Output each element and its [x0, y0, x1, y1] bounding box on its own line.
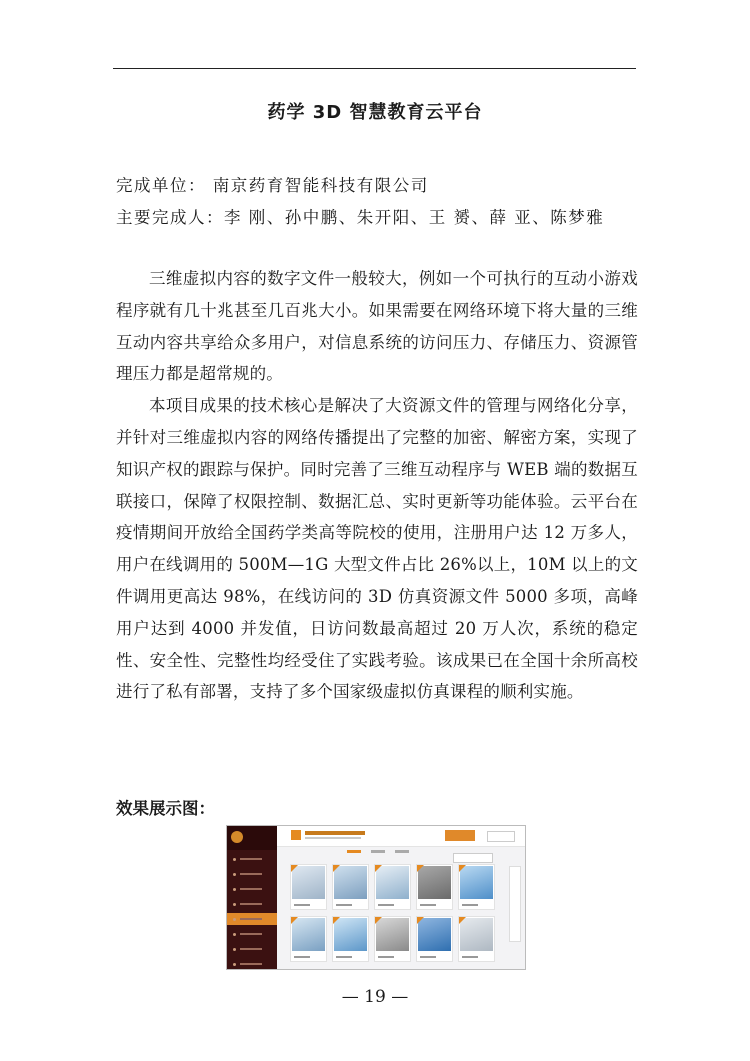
sidebar-item	[227, 883, 277, 895]
document-title: 药学 3D 智慧教育云平台	[267, 102, 483, 123]
completion-unit: 完成单位： 南京药育智能科技有限公司	[116, 176, 429, 195]
resource-grid	[290, 864, 496, 962]
tab-active	[347, 850, 361, 853]
screenshot-right-toolbar	[509, 866, 521, 942]
platform-logo-icon	[291, 830, 301, 840]
tab	[371, 850, 385, 853]
sidebar-item	[227, 853, 277, 865]
resource-card	[290, 916, 327, 962]
search-input	[453, 853, 493, 863]
resource-card	[458, 916, 495, 962]
screenshot-tabs	[347, 850, 409, 853]
platform-subtitle	[305, 837, 361, 839]
figure-caption: 效果展示图：	[116, 799, 215, 818]
header-rule	[113, 68, 636, 69]
resource-card	[416, 864, 453, 910]
sidebar-item	[227, 943, 277, 955]
platform-screenshot	[226, 825, 526, 970]
paragraph: 本项目成果的技术核心是解决了大资源文件的管理与网络化分享，并针对三维虚拟内容的网络传播提出了完整的加密、解密方案，实现了知识产权的跟踪与保护。同时完善了三维互动程序与 WEB 端的数据互联接口，保障了权限控制、数据汇总、实时更新等功能体验。云平台在疫情期间开放给全国药学类高等院校的使用，注册用户达 12 万多人，用户在线调用的 500M—1G 大型文件占比 26%以上，10M 以上的文件调用更高达 98%，在线访问的 3D 仿真资源文件 5000 多项，高峰用户达到 4000 并发值，日访问数最高超过 20 万人次，系统的稳定性、安全性、完整性均经受住了实践考验。该成果已在全国十余所高校进行了私有部署，支持了多个国家级虚拟仿真课程的顺利实施。	[116, 396, 638, 702]
screenshot-topbar	[277, 826, 525, 847]
logout-button	[487, 831, 515, 842]
main-contributors: 主要完成人：李 刚、孙中鹏、朱开阳、王 赟、薛 亚、陈梦雅	[116, 208, 605, 227]
screenshot-sidebar	[227, 826, 277, 969]
resource-card	[332, 916, 369, 962]
resource-card	[290, 864, 327, 910]
page-number: — 19 —	[341, 987, 409, 1007]
sidebar-item	[227, 958, 277, 970]
paragraph: 三维虚拟内容的数字文件一般较大，例如一个可执行的互动小游戏程序就有几十兆甚至几百兆大小。如果需要在网络环境下将大量的三维互动内容共享给众多用户，对信息系统的访问压力、存储压力、资源管理压力都是超常规的。	[116, 269, 638, 384]
resource-card	[374, 864, 411, 910]
body-text	[116, 263, 638, 708]
sidebar-header	[227, 826, 277, 850]
user-badge	[445, 830, 475, 841]
sidebar-item	[227, 928, 277, 940]
sidebar-item	[227, 898, 277, 910]
resource-card	[458, 864, 495, 910]
platform-name	[305, 831, 365, 835]
resource-card	[416, 916, 453, 962]
resource-card	[332, 864, 369, 910]
resource-card	[374, 916, 411, 962]
sidebar-item-active	[227, 913, 277, 925]
sidebar-item	[227, 868, 277, 880]
tab	[395, 850, 409, 853]
avatar	[231, 831, 243, 843]
